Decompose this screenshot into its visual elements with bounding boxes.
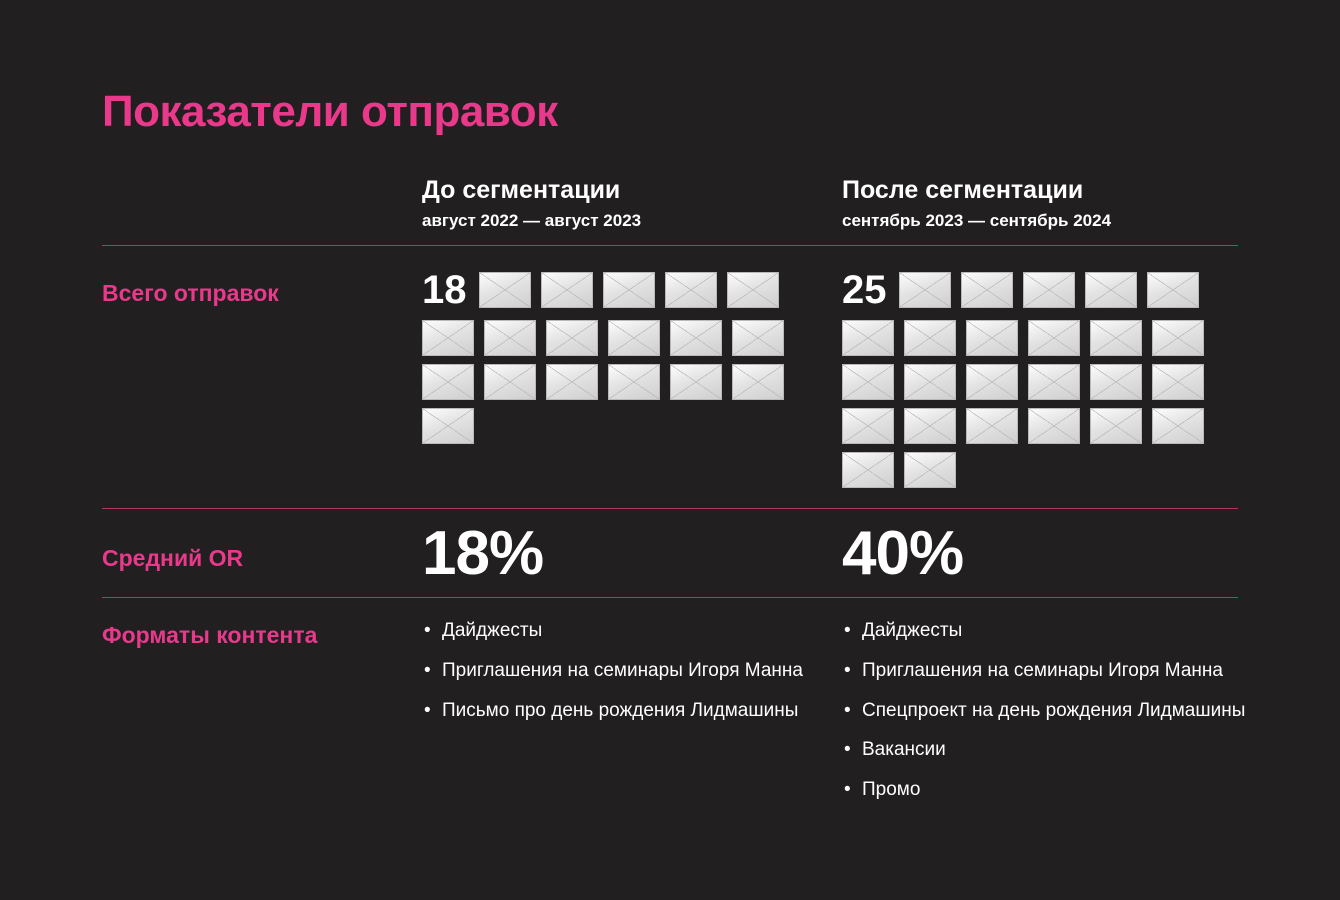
row-content-formats bbox=[102, 598, 1246, 822]
envelope-icon bbox=[1090, 408, 1142, 444]
column-period-before: август 2022 — август 2023 bbox=[422, 211, 642, 230]
open-rate-before-cell bbox=[422, 519, 842, 589]
row-total-sends bbox=[102, 246, 1238, 508]
list-item: • Промо bbox=[842, 777, 1262, 803]
sends-after-cell bbox=[842, 268, 1262, 488]
envelope-icon bbox=[546, 320, 598, 356]
envelope-icon bbox=[422, 364, 474, 400]
column-title-before: До сегментации bbox=[422, 176, 621, 204]
envelope-icon bbox=[732, 320, 784, 356]
envelope-icon bbox=[670, 364, 722, 400]
list-item: • Письмо про день рождения Лидмашины bbox=[422, 698, 842, 724]
sends-before-cell bbox=[422, 268, 842, 444]
envelope-icon bbox=[966, 364, 1018, 400]
metrics-table bbox=[102, 175, 1246, 823]
envelope-icon bbox=[961, 272, 1013, 308]
envelope-icon bbox=[1152, 364, 1204, 400]
formats-before-cell bbox=[422, 618, 842, 723]
row-label-total-sends: Всего отправок bbox=[102, 280, 279, 307]
header-before-cell bbox=[422, 175, 842, 231]
envelope-icon bbox=[904, 320, 956, 356]
sends-value-before: 18 bbox=[422, 268, 467, 313]
envelope-icon bbox=[1085, 272, 1137, 308]
envelope-icon bbox=[546, 364, 598, 400]
envelope-icon bbox=[1090, 364, 1142, 400]
envelope-group-after bbox=[842, 268, 1242, 488]
formats-after-cell bbox=[842, 618, 1262, 802]
list-item: • Приглашения на семинары Игоря Манна bbox=[842, 658, 1262, 684]
envelope-icon bbox=[899, 272, 951, 308]
envelope-icon bbox=[727, 272, 779, 308]
envelope-icon bbox=[665, 272, 717, 308]
list-item: • Спецпроект на день рождения Лидмашины bbox=[842, 698, 1262, 724]
header-after-cell bbox=[842, 175, 1262, 231]
list-item: • Дайджесты bbox=[842, 618, 1262, 644]
envelope-icon bbox=[1023, 272, 1075, 308]
formats-list-before bbox=[422, 618, 842, 723]
envelope-icon bbox=[1147, 272, 1199, 308]
envelope-icon bbox=[1028, 408, 1080, 444]
table-header-row bbox=[102, 175, 1238, 245]
row-label-cell-formats bbox=[102, 618, 422, 650]
formats-list-after bbox=[842, 618, 1262, 802]
envelope-icon bbox=[842, 320, 894, 356]
envelope-icon bbox=[966, 408, 1018, 444]
envelope-icon bbox=[904, 364, 956, 400]
envelope-icon bbox=[670, 320, 722, 356]
row-open-rate bbox=[102, 509, 1238, 597]
envelope-icon bbox=[732, 364, 784, 400]
sends-value-after: 25 bbox=[842, 268, 887, 313]
envelope-icon bbox=[484, 320, 536, 356]
envelope-icon bbox=[422, 320, 474, 356]
envelope-icon bbox=[541, 272, 593, 308]
envelope-icon bbox=[479, 272, 531, 308]
envelope-icon bbox=[1152, 320, 1204, 356]
row-label-cell-open-rate bbox=[102, 523, 422, 573]
list-item: • Приглашения на семинары Игоря Манна bbox=[422, 658, 842, 684]
envelope-icon bbox=[484, 364, 536, 400]
envelope-icon bbox=[1028, 320, 1080, 356]
envelope-icon bbox=[603, 272, 655, 308]
envelope-icon bbox=[842, 408, 894, 444]
envelope-icon bbox=[1090, 320, 1142, 356]
envelope-icon bbox=[422, 408, 474, 444]
open-rate-value-after: 40% bbox=[842, 519, 964, 589]
page-title: Показатели отправок bbox=[102, 87, 558, 136]
row-label-cell-sends bbox=[102, 268, 422, 308]
column-title-after: После сегментации bbox=[842, 176, 1084, 204]
envelope-icon bbox=[1028, 364, 1080, 400]
envelope-icon bbox=[966, 320, 1018, 356]
list-item: • Дайджесты bbox=[422, 618, 842, 644]
envelope-icon bbox=[842, 364, 894, 400]
row-label-open-rate: Средний OR bbox=[102, 545, 244, 572]
open-rate-after-cell bbox=[842, 519, 1262, 589]
envelope-icon bbox=[608, 320, 660, 356]
envelope-icon bbox=[904, 408, 956, 444]
envelope-icon bbox=[608, 364, 660, 400]
envelope-icon bbox=[1152, 408, 1204, 444]
column-period-after: сентябрь 2023 — сентябрь 2024 bbox=[842, 211, 1112, 230]
envelope-group-before bbox=[422, 268, 822, 444]
open-rate-value-before: 18% bbox=[422, 519, 544, 589]
envelope-icon bbox=[842, 452, 894, 488]
envelope-icon bbox=[904, 452, 956, 488]
row-label-content-formats: Форматы контента bbox=[102, 622, 318, 649]
list-item: • Вакансии bbox=[842, 737, 1262, 763]
